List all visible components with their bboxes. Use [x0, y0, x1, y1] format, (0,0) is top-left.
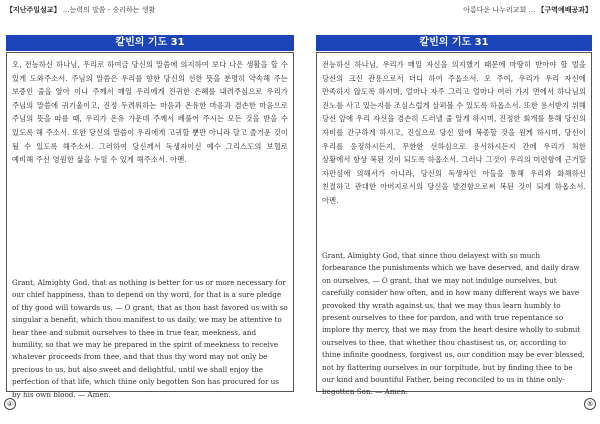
left-header [6, 5, 155, 15]
right-prayer-box [316, 52, 592, 397]
right-title-bar: 칼빈의 기도 31 [316, 35, 592, 51]
left-title-bar: 칼빈의 기도 31 [6, 35, 294, 51]
right-header-subtitle: 아름다운 나누리교회 ... [463, 6, 536, 14]
left-prayer-box [6, 52, 294, 399]
left-header-subtitle: ...능력의 말씀 - 승리하는 생활 [62, 6, 156, 14]
right-page-number: ⑤ [584, 398, 596, 410]
right-header-tag: 【구역예배공과】 [537, 6, 592, 14]
right-korean-prayer: 전능하신 하나님, 우리가 매일 자신을 의지했기 때문에 마땅히 받아야 할 벌을 당신의 크신 관용으로서 더디 하여 주옵소서. 오 주여, 우리가 우리 자신에 만족하지 않도록 하시며, 얼마나 자주 그리고 얼마나 여러 가지 면에서 하나님의 진노를 사고 있는지를 조심스럽게 살펴볼 수 있도록 하옵소서. 또한 용서받기 위해 당신 앞에 우리 자신을 겸손히 드러낼 줄 알게 하시며, 진정한 회개를 통해 당신의 자비를 간구하게 하시고, 진실으로 당신 앞에 복종할 것을 원케 하시며, 당신이 우리를 응징하시든지, 무한한 선하심으로 용서하시든지 간에 우리가 처한 상황에서 항상 복된 것이 되도록 하옵소서. 그러나 그것이 우리의 미련함에 근거할 자만심에 의해서가 아니라, 당신의 독생자인 아들을 통해 우리와 화해하신 친절하고 관대한 아버지로서의 당신을 발견함으로써 복된 것이 되게 하옵소서. 아멘. [322, 60, 586, 205]
left-page-number: ④ [4, 398, 16, 410]
left-korean-prayer: 오, 전능하신 하나님, 우리로 하여금 당신의 말씀에 의지하여 보다 나은 생활을 할 수 있게 도와주소서. 주님의 말씀은 우리를 향한 당신의 선한 뜻을 분명히 약속해 주는 보증인 줄을 알아 이니 주께서 매일 우리에게 진귀한 은혜를 내려주심으로 우리가 주님의 말씀에 귀기울이고, 진정 두려워하는 마음과 온유한 마음과 겸손한 마음으로 주님의 뜻을 따를 때, 우리가 온유 가운데 주께서 베풀어 주시는 모든 것을 받을 수 있도록 해 주소서. 또한 당신의 말씀이 우리에게 고귀할 뿐만 아니라 달고 즐거운 것이 될 수 있도록 해주소서. 그러하여 당신께서 독생자이신 예수 그리스도의 보혈로 예비해 주신 영원한 삶을 누릴 수 있게 해주소서. 아멘. [12, 60, 288, 165]
right-english-prayer: Grant, Almighty God, that since thou delayest with so much forbearance the punishments which we have deserved, and daily draw on ourselves, — O grant, that we may not indulge ourselves, but carefully consider how often, and in how many different ways we have provoked thy wrath against us, that we may thus learn humbly to present ourselves to thee for pardon, and with true repentance so implore thy mercy, that we may from the heart desire wholly to submit ourselves to thee, that whether thou chastisest us, or, according to thine infinite goodness, forgivest us, our condition may be ever blessed, not by flattering ourselves in our torpitude, but by finding thee to be our kind and bountiful Father, being reconciled to us in thine only-begotten Son. — Amen. [322, 251, 585, 397]
left-header-tag: 【지난주일설교】 [6, 6, 61, 14]
right-header [463, 5, 592, 15]
left-english-prayer: Grant, Almighty God, that as nothing is better for us or more necessary for our chief happiness, than to depend on thy word, for that is a sure pledge of thy good will towards us, — O grant, that as thou hast favored us with so singular a benefit, which thou manifest to us daily, we may be attentive to hear thee and submit ourselves to thee in true fear, meekness, and humility, so that we may be prepared in the spirit of meekness to receive whatever proceeds from thee, and that thus thy word may not only be precious to us, but also sweet and delightful, until we shall enjoy the perfection of that life, which thine only begotten Son has procured for us by his own blood. — Amen. [12, 278, 288, 399]
right-page [300, 0, 600, 424]
